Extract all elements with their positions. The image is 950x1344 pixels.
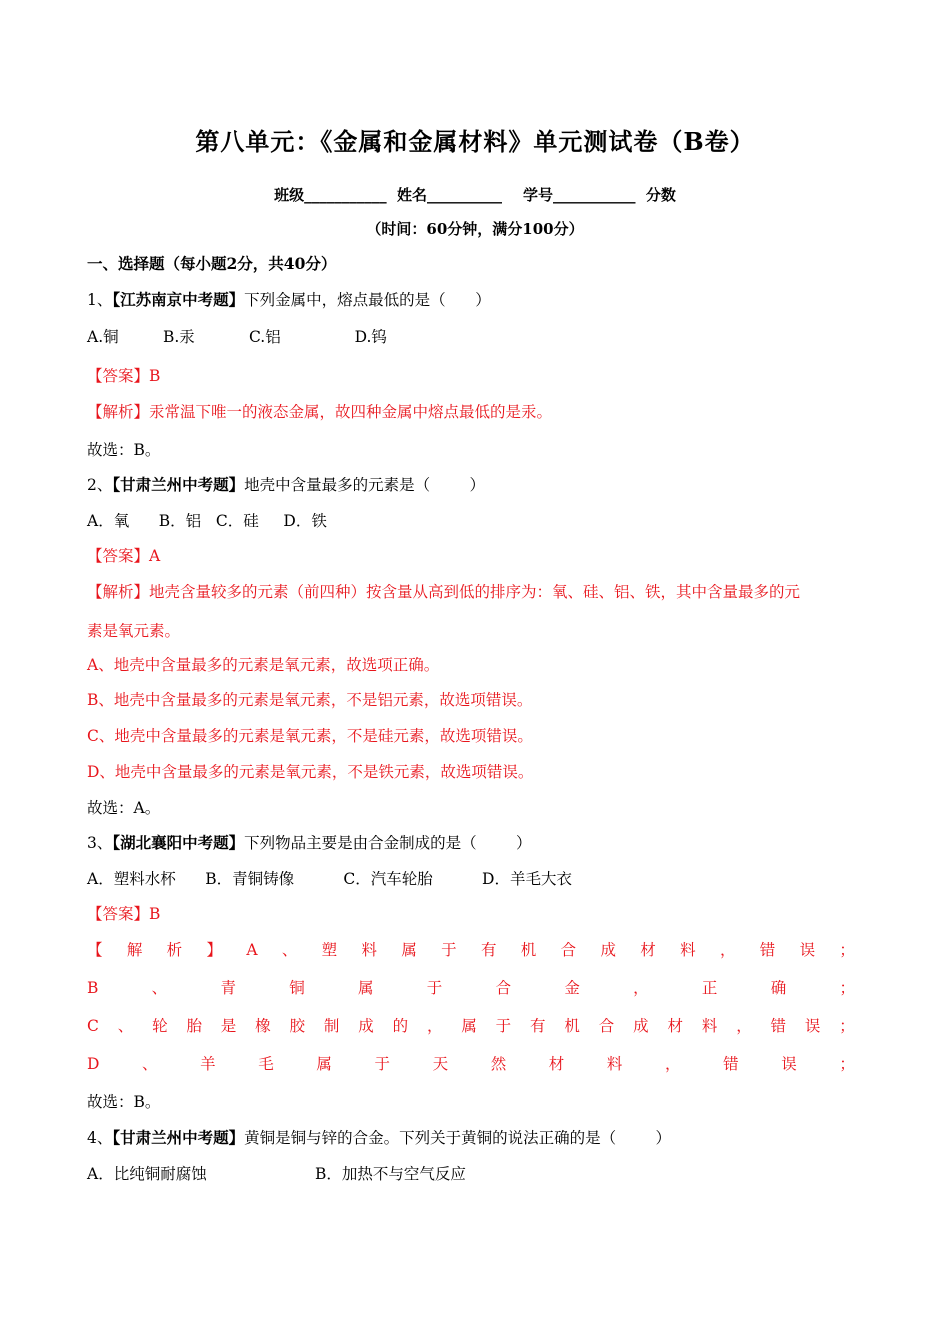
- question-2-option-b-note: B、地壳中含量最多的元素是氧元素，不是铝元素，故选项错误。: [87, 691, 533, 709]
- analysis-character: ；: [839, 1055, 855, 1073]
- analysis-character: 料: [701, 1017, 718, 1035]
- analysis-character: 材: [640, 941, 656, 959]
- analysis-character: 属: [316, 1055, 332, 1073]
- analysis-character: 误: [804, 1017, 821, 1035]
- analysis-character: 合: [598, 1017, 615, 1035]
- question-1-analysis: 【解析】汞常温下唯一的液态金属，故四种金属中熔点最低的是汞。: [87, 403, 553, 421]
- section-heading: 一、选择题（每小题2分，共40分）: [87, 254, 337, 273]
- analysis-character: 成: [633, 1017, 649, 1035]
- analysis-character: 天: [432, 1055, 449, 1073]
- question-number: 4、: [87, 1129, 113, 1147]
- question-2-options: A．氧 B．铝 C．硅 D．铁: [87, 512, 327, 530]
- question-4-stem: [87, 1128, 867, 1148]
- analysis-character: 羊: [200, 1055, 216, 1073]
- analysis-character: 属: [401, 941, 417, 959]
- question-text: 地壳中含量最多的元素是（ ）: [244, 476, 486, 494]
- question-source: 【甘肃兰州中考题】: [112, 475, 245, 494]
- analysis-character: 制: [323, 1017, 340, 1035]
- question-number: 2、: [87, 476, 113, 494]
- analysis-character: 金: [564, 979, 580, 997]
- analysis-character: ；: [839, 941, 855, 959]
- analysis-character: 料: [606, 1055, 623, 1073]
- analysis-character: 材: [548, 1055, 565, 1073]
- exam-time-note: （时间：60分钟，满分100分）: [366, 220, 584, 238]
- question-2-option-c-note: C、地壳中含量最多的元素是氧元素，不是硅元素，故选项错误。: [87, 727, 533, 745]
- analysis-character: 于: [441, 941, 457, 959]
- page-title: 第八单元：《金属和金属材料》单元测试卷（B卷）: [195, 127, 755, 156]
- analysis-character: B: [87, 979, 99, 997]
- analysis-character: C: [87, 1017, 99, 1035]
- analysis-character: 于: [426, 979, 443, 997]
- analysis-character: 错: [723, 1055, 739, 1073]
- analysis-character: 解: [126, 941, 143, 959]
- question-3-stem: [87, 833, 867, 853]
- analysis-character: 错: [770, 1017, 787, 1035]
- analysis-character: ，: [426, 1017, 443, 1035]
- analysis-character: 的: [392, 1017, 409, 1035]
- analysis-character: 属: [461, 1017, 477, 1035]
- analysis-character: ，: [633, 979, 649, 997]
- analysis-character: 塑: [321, 941, 338, 959]
- question-1-answer: 【答案】B: [87, 367, 161, 385]
- question-3-final: 故选：B。: [87, 1093, 161, 1111]
- analysis-character: 成: [600, 941, 616, 959]
- analysis-character: 轮: [152, 1017, 168, 1035]
- question-2-final: 故选：A。: [87, 799, 161, 817]
- question-number: 3、: [87, 834, 113, 852]
- question-2-option-a-note: A、地壳中含量最多的元素是氧元素，故选项正确。: [87, 656, 440, 674]
- analysis-character: 是: [220, 1017, 237, 1035]
- analysis-character: ；: [839, 979, 855, 997]
- analysis-character: 然: [490, 1055, 507, 1073]
- analysis-character: 毛: [258, 1055, 274, 1073]
- question-text: 下列金属中，熔点最低的是（ ）: [244, 291, 491, 309]
- question-4-option-a: A．比纯铜耐腐蚀: [87, 1165, 207, 1183]
- analysis-character: 、: [142, 1055, 158, 1073]
- analysis-character: 于: [374, 1055, 390, 1073]
- analysis-character: 铜: [289, 979, 305, 997]
- question-source: 【湖北襄阳中考题】: [112, 833, 245, 852]
- question-source: 【江苏南京中考题】: [112, 290, 245, 309]
- analysis-character: 机: [564, 1017, 580, 1035]
- question-3-analysis-line-3: [87, 1016, 855, 1036]
- analysis-character: 有: [480, 941, 497, 959]
- analysis-character: 正: [701, 979, 718, 997]
- question-1-options: A.铜 B.汞 C.铝 D.钨: [87, 328, 387, 346]
- question-3-answer: 【答案】B: [87, 905, 161, 923]
- question-text: 下列物品主要是由合金制成的是（ ）: [244, 834, 532, 852]
- analysis-character: 、: [151, 979, 168, 997]
- analysis-character: 胶: [289, 1017, 306, 1035]
- question-text: 黄铜是铜与锌的合金。下列关于黄铜的说法正确的是（ ）: [244, 1129, 672, 1147]
- analysis-character: 、: [281, 941, 298, 959]
- analysis-character: ，: [665, 1055, 681, 1073]
- question-2-analysis-line-2: 素是氧元素。: [87, 622, 181, 640]
- question-2-analysis-line-1: 【解析】地壳含量较多的元素（前四种）按含量从高到低的排序为：氧、硅、铝、铁，其中含量最多的元: [87, 583, 801, 601]
- student-info-line: 班级___________ 姓名__________ 学号___________ 分数: [274, 186, 676, 204]
- analysis-character: ，: [736, 1017, 752, 1035]
- question-source: 【甘肃兰州中考题】: [112, 1128, 245, 1147]
- question-1-final: 故选：B。: [87, 441, 161, 459]
- analysis-character: 橡: [255, 1017, 271, 1035]
- question-3-analysis-line-4: [87, 1054, 855, 1074]
- analysis-character: ，: [719, 941, 736, 959]
- analysis-character: 【: [87, 941, 103, 959]
- question-3-analysis-line-2: [87, 978, 855, 998]
- analysis-character: 机: [520, 941, 537, 959]
- analysis-character: 合: [495, 979, 512, 997]
- analysis-character: 误: [781, 1055, 797, 1073]
- question-2-option-d-note: D、地壳中含量最多的元素是氧元素，不是铁元素，故选项错误。: [87, 763, 534, 781]
- analysis-character: 青: [220, 979, 236, 997]
- analysis-character: 料: [680, 941, 696, 959]
- analysis-character: A: [246, 941, 258, 959]
- analysis-character: 料: [361, 941, 377, 959]
- question-3-analysis-line-1: [87, 940, 855, 960]
- analysis-character: 】: [206, 941, 222, 959]
- analysis-character: 合: [560, 941, 577, 959]
- question-2-stem: [87, 475, 867, 495]
- question-2-answer: 【答案】A: [87, 547, 161, 565]
- analysis-character: 确: [770, 979, 787, 997]
- analysis-character: ；: [839, 1017, 855, 1035]
- analysis-character: 胎: [186, 1017, 202, 1035]
- question-4-option-b: B．加热不与空气反应: [315, 1165, 466, 1183]
- question-number: 1、: [87, 291, 113, 309]
- question-1-stem: [87, 290, 867, 310]
- analysis-character: 析: [166, 941, 183, 959]
- analysis-character: 有: [530, 1017, 546, 1035]
- question-3-options: A．塑料水杯 B．青铜铸像 C．汽车轮胎 D．羊毛大衣: [87, 870, 572, 888]
- analysis-character: 于: [495, 1017, 512, 1035]
- analysis-character: 、: [117, 1017, 134, 1035]
- analysis-character: 成: [358, 1017, 374, 1035]
- analysis-character: 属: [358, 979, 374, 997]
- analysis-character: D: [87, 1055, 100, 1073]
- analysis-character: 误: [799, 941, 816, 959]
- analysis-character: 错: [759, 941, 776, 959]
- analysis-character: 材: [667, 1017, 683, 1035]
